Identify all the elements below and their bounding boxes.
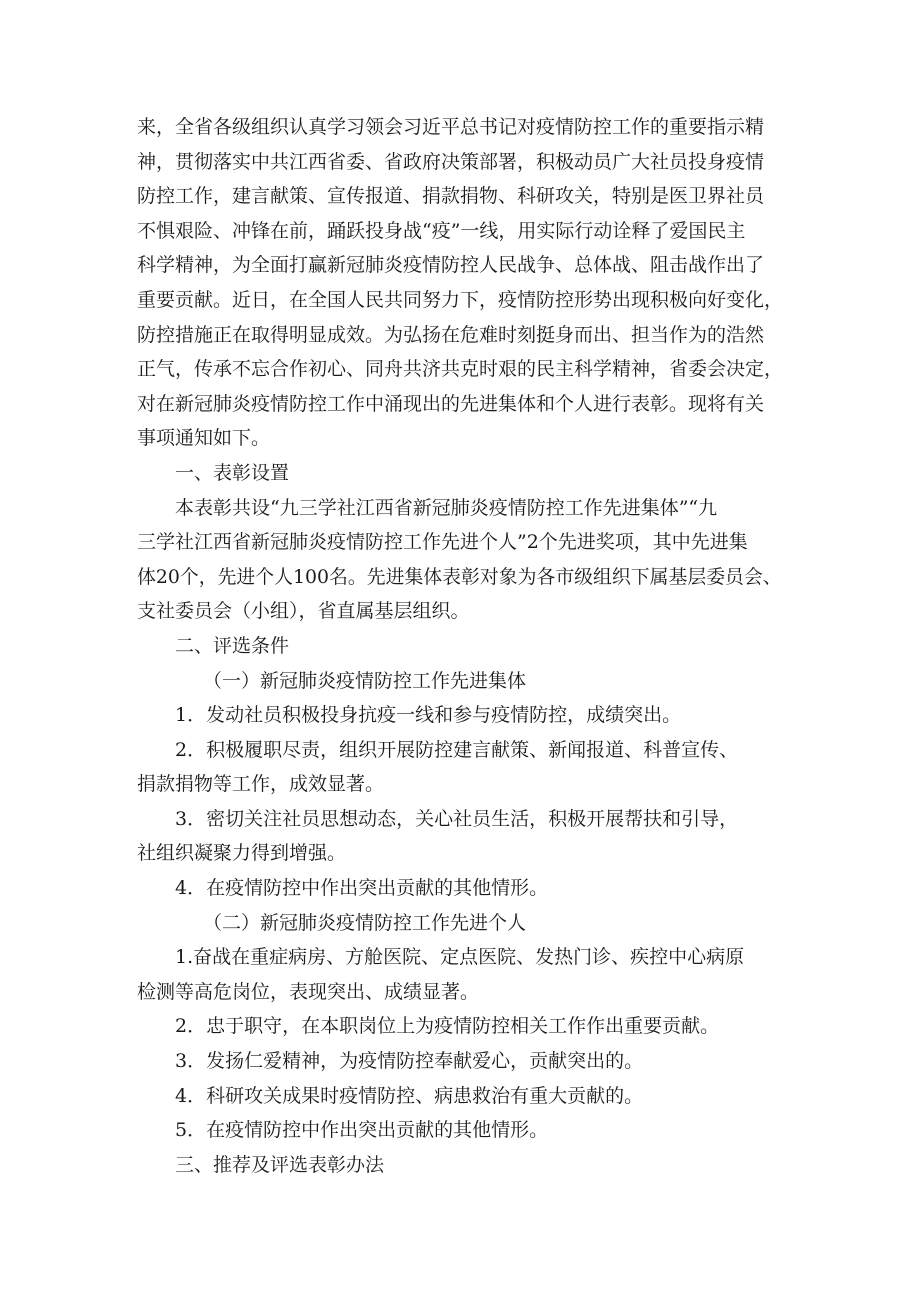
text-line: 神，贯彻落实中共江西省委、省政府决策部署，积极动员广大社员投身疫情 bbox=[137, 150, 765, 173]
text-line: 4．在疫情防控中作出突出贡献的其他情形。 bbox=[175, 877, 549, 900]
text-line: 体20个，先进个人100名。先进集体表彰对象为各市级组织下属基层委员会、 bbox=[137, 565, 782, 588]
text-line: 4．科研攻关成果时疫情防控、病患救治有重大贡献的。 bbox=[175, 1084, 644, 1107]
text-line: 一、表彰设置 bbox=[175, 461, 290, 484]
text-line: （二）新冠肺炎疫情防控工作先进个人 bbox=[203, 911, 527, 934]
text-line: 1.奋战在重症病房、方舱医院、定点医院、发热门诊、疾控中心病原 bbox=[175, 946, 745, 969]
text-line: 重要贡献。近日，在全国人民共同努力下，疫情防控形势出现积极向好变化， bbox=[137, 288, 784, 311]
text-line: 防控工作，建言献策、宣传报道、捐款捐物、科研攻关，特别是医卫界社员 bbox=[137, 185, 765, 208]
document-body bbox=[137, 110, 785, 1182]
text-line: 3．密切关注社员思想动态，关心社员生活，积极开展帮扶和引导， bbox=[175, 807, 739, 830]
text-line: 社组织凝聚力得到增强。 bbox=[137, 842, 347, 865]
text-line: 3．发扬仁爱精神，为疫情防控奉献爱心，贡献突出的。 bbox=[175, 1050, 644, 1073]
text-line: 2．积极履职尽责，组织开展防控建言献策、新闻报道、科普宣传、 bbox=[175, 738, 739, 761]
text-line: 2．忠于职守，在本职岗位上为疫情防控相关工作作出重要贡献。 bbox=[175, 1015, 720, 1038]
text-line: 三、推荐及评选表彰办法 bbox=[175, 1153, 385, 1176]
text-line: 捐款捐物等工作，成效显著。 bbox=[137, 773, 385, 796]
text-line: 来，全省各级组织认真学习领会习近平总书记对疫情防控工作的重要指示精 bbox=[137, 116, 765, 138]
text-line: 对在新冠肺炎疫情防控工作中涌现出的先进集体和个人进行表彰。现将有关 bbox=[137, 392, 765, 415]
text-line: （一）新冠肺炎疫情防控工作先进集体 bbox=[203, 669, 527, 692]
text-line: 不惧艰险、冲锋在前，踊跃投身战“疫”一线，用实际行动诠释了爱国民主 bbox=[137, 219, 746, 242]
text-line: 二、评选条件 bbox=[175, 634, 290, 657]
text-line: 正气，传承不忘合作初心、同舟共济共克时艰的民主科学精神，省委会决定， bbox=[137, 358, 784, 381]
text-line: 检测等高危岗位，表现突出、成绩显著。 bbox=[137, 980, 480, 1003]
text-line: 三学社江西省新冠肺炎疫情防控工作先进个人”2个先进奖项，其中先进集 bbox=[137, 531, 748, 554]
text-line: 5．在疫情防控中作出突出贡献的其他情形。 bbox=[175, 1119, 549, 1142]
text-line: 1．发动社员积极投身抗疫一线和参与疫情防控，成绩突出。 bbox=[175, 704, 682, 727]
text-line: 科学精神，为全面打赢新冠肺炎疫情防控人民战争、总体战、阻击战作出了 bbox=[137, 254, 765, 277]
text-line: 支社委员会（小组），省直属基层组织。 bbox=[137, 600, 470, 623]
text-line: 事项通知如下。 bbox=[137, 427, 271, 450]
text-line: 本表彰共设“九三学社江西省新冠肺炎疫情防控工作先进集体”“九 bbox=[175, 496, 718, 519]
text-line: 防控措施正在取得明显成效。为弘扬在危难时刻挺身而出、担当作为的浩然 bbox=[137, 323, 765, 346]
